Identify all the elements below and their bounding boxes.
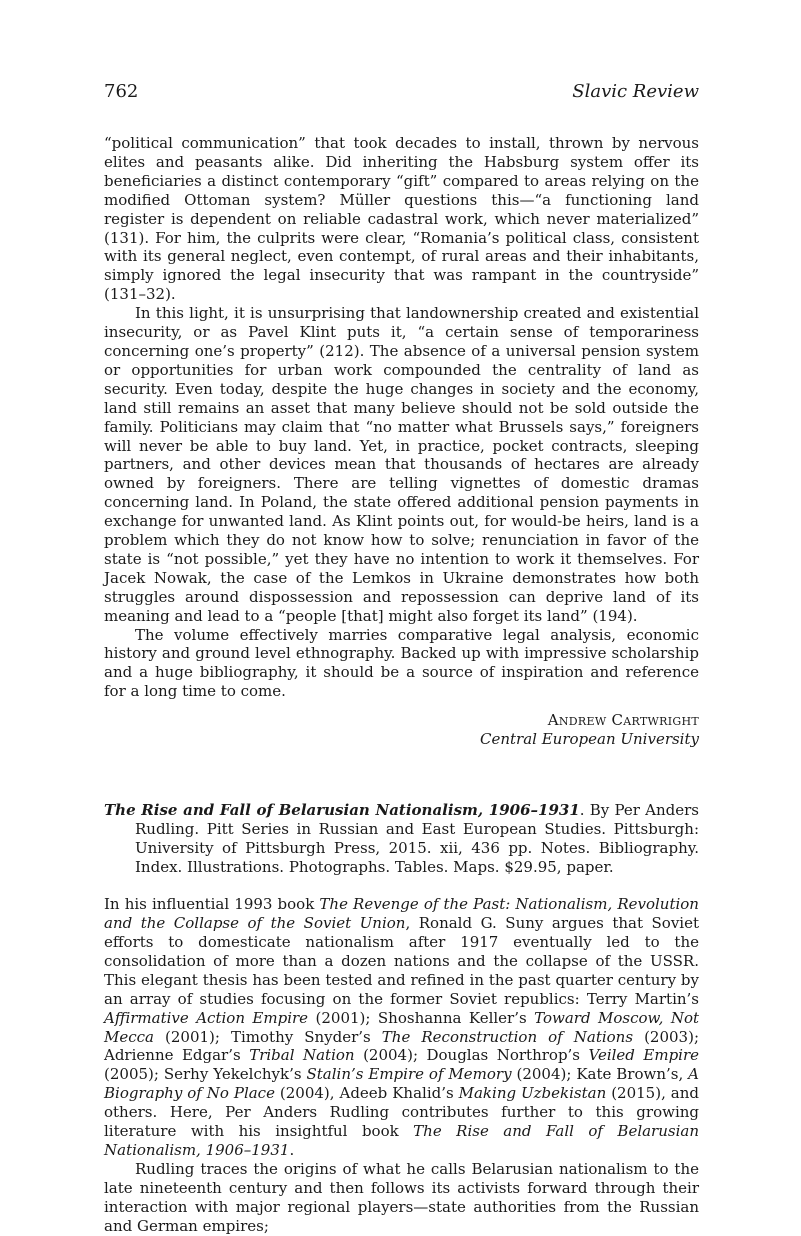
text-run: . xyxy=(289,1140,295,1159)
review1-paragraph-3 xyxy=(104,626,699,702)
italic-title: The Reconstruction of Nations xyxy=(381,1027,634,1046)
text-run: (2004); Douglas Northrop’s xyxy=(354,1046,589,1065)
italic-title: The Rise and Fall of Belarusian Nationalism, 1906–1931 xyxy=(104,1122,699,1159)
book-citation xyxy=(104,801,699,877)
text-run: “political communication” that took decades to install, thrown by nervous elites and peasants alike. Did inheriting the Habsburg system offer its beneficiaries a distinct contemporary “gift” compared to areas relying on the modified Ottoman system? Müller questions this—“a functioning land register is dependent on reliable cadastral work, which never materialized” (131). For him, the culprits were clear, “Romania’s political class, consistent with its general neglect, even contempt, of rural areas and their inhabitants, simply ignored the legal insecurity that was rampant in the countryside” (131–32). xyxy=(104,134,699,304)
journal-title: Slavic Review xyxy=(572,81,699,102)
italic-title: Toward Moscow, Not Mecca xyxy=(104,1008,700,1046)
italic-title: Stalin’s Empire of Memory xyxy=(306,1065,512,1084)
review-rudling xyxy=(104,895,699,1235)
text-run: (2015), and others. Here, Per Anders Rudling contributes further to this growing literature with his insightful book xyxy=(104,1084,699,1141)
review2-paragraph-1 xyxy=(104,895,699,1160)
review2-paragraph-2 xyxy=(104,1160,699,1236)
journal-page xyxy=(104,80,699,1236)
text-run: (2001); Timothy Snyder’s xyxy=(153,1027,382,1046)
reviewer-name: Andrew Cartwright xyxy=(547,711,699,730)
reviewer-affiliation: Central European University xyxy=(479,730,699,749)
italic-title: Veiled Empire xyxy=(588,1046,700,1065)
text-run: In his influential 1993 book xyxy=(104,895,320,914)
review1-paragraph-2 xyxy=(104,304,699,625)
text-run: (2004), Adeeb Khalid’s xyxy=(274,1084,459,1103)
reviewer-signature xyxy=(104,711,699,749)
text-run: (2003); Adrienne Edgar’s xyxy=(104,1027,700,1065)
italic-title: Affirmative Action Empire xyxy=(104,1008,309,1027)
book-title: The Rise and Fall of Belarusian Nationalism, 1906–1931 xyxy=(104,801,580,820)
text-run: (2004); Kate Brown’s, xyxy=(511,1065,689,1084)
page-number: 762 xyxy=(104,81,139,102)
italic-title: A Biography of No Place xyxy=(104,1065,700,1103)
review1-paragraph-1 xyxy=(104,134,699,304)
italic-title: Tribal Nation xyxy=(249,1046,355,1065)
text-run: Rudling traces the origins of what he calls Belarusian nationalism to the late nineteenth century and then follows its activists forward through their interaction with major regional players—state authorities from the Russian and German empires; xyxy=(104,1159,699,1235)
review-cartwright xyxy=(104,134,699,749)
text-run: . By Per Anders Rudling. Pitt Series in Russian and East European Studies. Pittsburgh: University of Pittsburgh Press, 2015. xii, 436 pp. Notes. Bibliography. Index. Illustrations. Photographs. Tables. Maps. $29.95, paper. xyxy=(135,801,699,877)
text-run: (2001); Shoshanna Keller’s xyxy=(308,1008,535,1027)
italic-title: Making Uzbekistan xyxy=(458,1084,607,1103)
text-run: (2005); Serhy Yekelchyk’s xyxy=(104,1065,307,1084)
text-run: In this light, it is unsurprising that landownership created and existential insecurity, or as Pavel Klint puts it, “a certain sense of temporariness concerning one’s property” (212). The absence of a universal pension system or opportunities for urban work compounded the centrality of land as security. Even today, despite the huge changes in society and the economy, land still remains an asset that many believe should not be sold outside the family. Politicians may claim that “no matter what Brussels says,” foreigners will never be able to buy land. Yet, in practice, pocket contracts, sleeping partners, and other devices mean that thousands of hectares are already owned by foreigners. There are telling vignettes of domestic dramas concerning land. In Poland, the state offered additional pension payments in exchange for unwanted land. As Klint points out, for would-be heirs, land is a problem which they do not know how to solve; renunciation in favor of the state is “not possible,” yet they have no intention to work it themselves. For Jacek Nowak, the case of the Lemkos in Ukraine demonstrates how both struggles around dispossession and repossession can deprive land of its meaning and lead to a “people [that] might also forget its land” (194). xyxy=(104,304,699,625)
italic-title: The Revenge of the Past: Nationalism, Revolution and the Collapse of the Soviet Union xyxy=(104,895,699,933)
text-run: The volume effectively marries comparative legal analysis, economic history and ground level ethnography. Backed up with impressive scholarship and a huge bibliography, it should be a source of inspiration and reference for a long time to come. xyxy=(104,625,699,701)
running-head xyxy=(104,80,699,104)
text-run: , Ronald G. Suny argues that Soviet efforts to domesticate nationalism after 1917 eventually led to the consolidation of more than a dozen nations and the collapse of the USSR. This elegant thesis has been tested and refined in the past quarter century by an array of studies focusing on the former Soviet republics: Terry Martin’s xyxy=(104,914,699,1008)
